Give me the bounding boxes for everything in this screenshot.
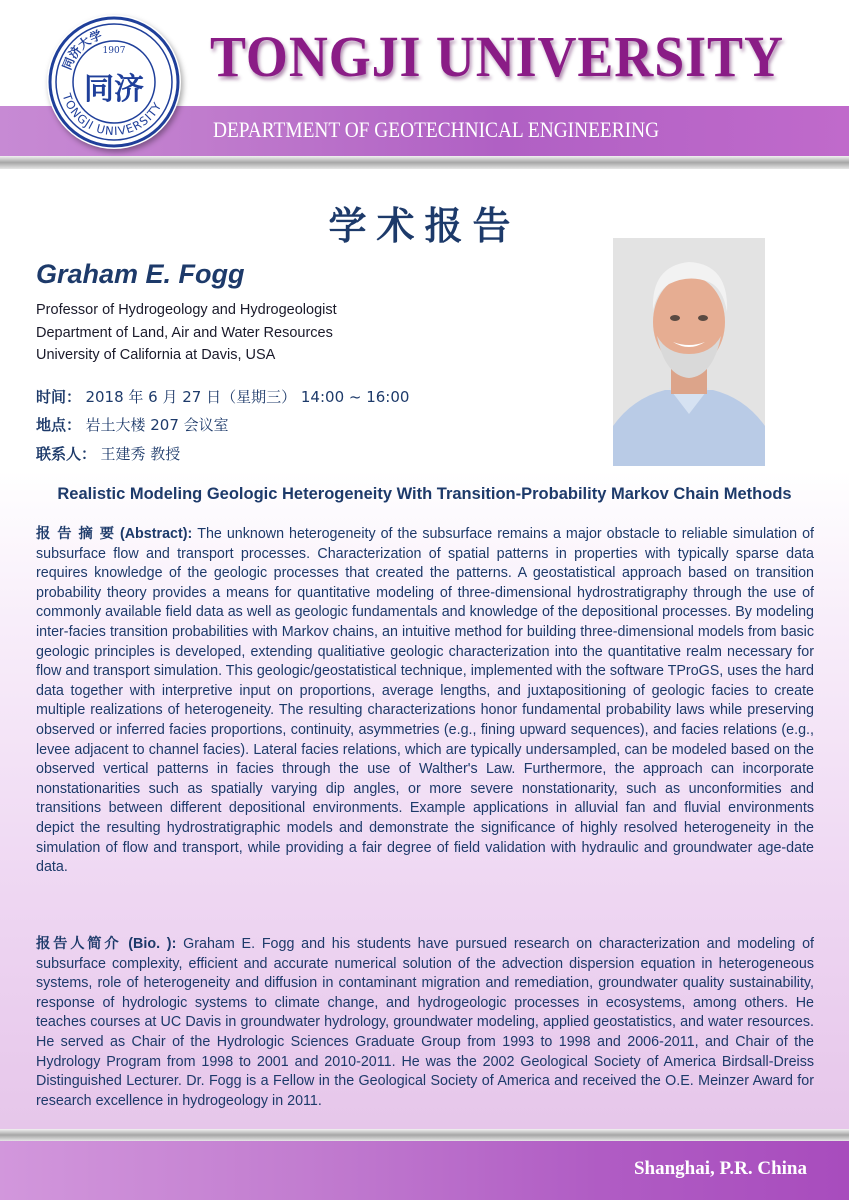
speaker-photo xyxy=(613,238,765,466)
abstract-text: The unknown heterogeneity of the subsurface remains a major obstacle to reliable simulation of subsurface flow and transport processes. Characterization of spatial patterns in properties with typically sparse data requires knowledge of the geologic processes that created the patterns. A geostatistical approach based on transition probability theory provides a means for quantitative modeling of three-dimensional hydrostratigraphy through the use of commonly available field data as well as geologic fundamentals and knowledge of the depositional processes. By modeling inter-facies transition probabilities with Markov chains, an intuitive method for building three-dimensional models from basic geologic principles is developed, extending qualitiative geologic characterization into the quantitative realm necessary for flow and transport simulation. This geologic/geostatistical technique, implemented with the software TProGS, uses the hard data together with interpretive input on proportions, average lengths, and juxtapositioning of geologic facies to create multiple realizations of heterogeneity. The resulting characterizations honor fundamental probability laws while preserving observed or inferred facies proportions, continuity, asymmetries (e.g., fining upward sequences), and facies relations (e.g., levee adjacent to channel facies). Lateral facies relations, which are typically undersampled, can be modeled based on the observed vertical patterns in facies through the use of Walther's Law. Furthermore, the approach can incorporate nonstationarities such as spatially varying dip angles, or more severe nonstationarity, such as unconformities and transitions between different depositional environments. Example applications in alluvial fan and fluvial environments depict the resulting hydrostratigraphic models and demonstrate the significance of highly resolved heterogeneity in the simulation of flow and transport, while providing a fair degree of field validation with hydraulic and groundwater age-date data. xyxy=(36,526,815,876)
time-row xyxy=(36,386,409,407)
bio-text: Graham E. Fogg and his students have pursued research on characterization and modeling of subsurface complexity, efficient and accurate numerical solution of the advection dispersion equation in heterogeneous systems, role of heterogeneity and diffusion in contaminant migration and remediation, groundwater quality sustainability, response of hydrologic systems to climate change, and hydrogeologic processes in ecosystems, among others. He teaches courses at UC Davis in groundwater hydrology, groundwater modeling, applied geostatistics, and water resources. He served as Chair of the Hydrologic Sciences Graduate Group from 1993 to 1998 and 2006-2011, and Chair of the Hydrology Program from 1998 to 2001 and 2010-2011. He was the 2002 Geological Society of America Birdsall-Dreiss Distinguished Lecturer. Dr. Fogg is a Fellow in the Geological Society of America and received the O.E. Meinzer Award for research excellence in hydrogeology in 2011. xyxy=(36,936,815,1109)
speaker-name: Graham E. Fogg xyxy=(36,259,245,289)
contact-label: 联系人： xyxy=(36,445,97,463)
logo-glyphs: 同济 xyxy=(84,72,144,107)
place-label: 地点： xyxy=(36,416,82,434)
affiliation-line: Department of Land, Air and Water Resources xyxy=(36,325,333,341)
speaker-portrait-icon xyxy=(613,238,765,466)
logo-top-text: 同济大学 xyxy=(59,27,104,72)
affiliation-line: Professor of Hydrogeology and Hydrogeologist xyxy=(36,302,337,318)
logo-emblem-icon xyxy=(47,15,181,149)
logo-outer-text: TONGJI UNIVERSITY xyxy=(59,91,165,139)
contact-value: 王建秀 教授 xyxy=(100,445,181,463)
logo-year: 1907 xyxy=(102,46,126,56)
place-value: 岩土大楼 207 会议室 xyxy=(85,416,229,434)
bio-paragraph xyxy=(36,935,814,1111)
abstract-paragraph xyxy=(36,525,814,878)
time-label: 时间： xyxy=(36,388,82,406)
abstract-label: 报 告 摘 要 (Abstract): xyxy=(36,526,193,542)
university-logo xyxy=(47,15,181,149)
header-rule xyxy=(0,156,849,169)
university-title: TONGJI UNIVERSITY xyxy=(210,24,784,89)
contact-row xyxy=(36,443,180,464)
place-row xyxy=(36,414,229,435)
footer-location: Shanghai, P.R. China xyxy=(633,1158,807,1179)
report-title: 学术报告 xyxy=(328,204,521,248)
footer-rule xyxy=(0,1129,849,1141)
time-value: 2018 年 6 月 27 日（星期三） 14:00 ~ 16:00 xyxy=(85,388,410,406)
talk-title: Realistic Modeling Geologic Heterogeneity With Transition-Probability Markov Chain Methods xyxy=(57,485,792,503)
bio-label: 报告人简介 (Bio. ): xyxy=(36,936,177,952)
department-name: DEPARTMENT OF GEOTECHNICAL ENGINEERING xyxy=(213,117,660,142)
affiliation-line: University of California at Davis, USA xyxy=(36,347,276,363)
